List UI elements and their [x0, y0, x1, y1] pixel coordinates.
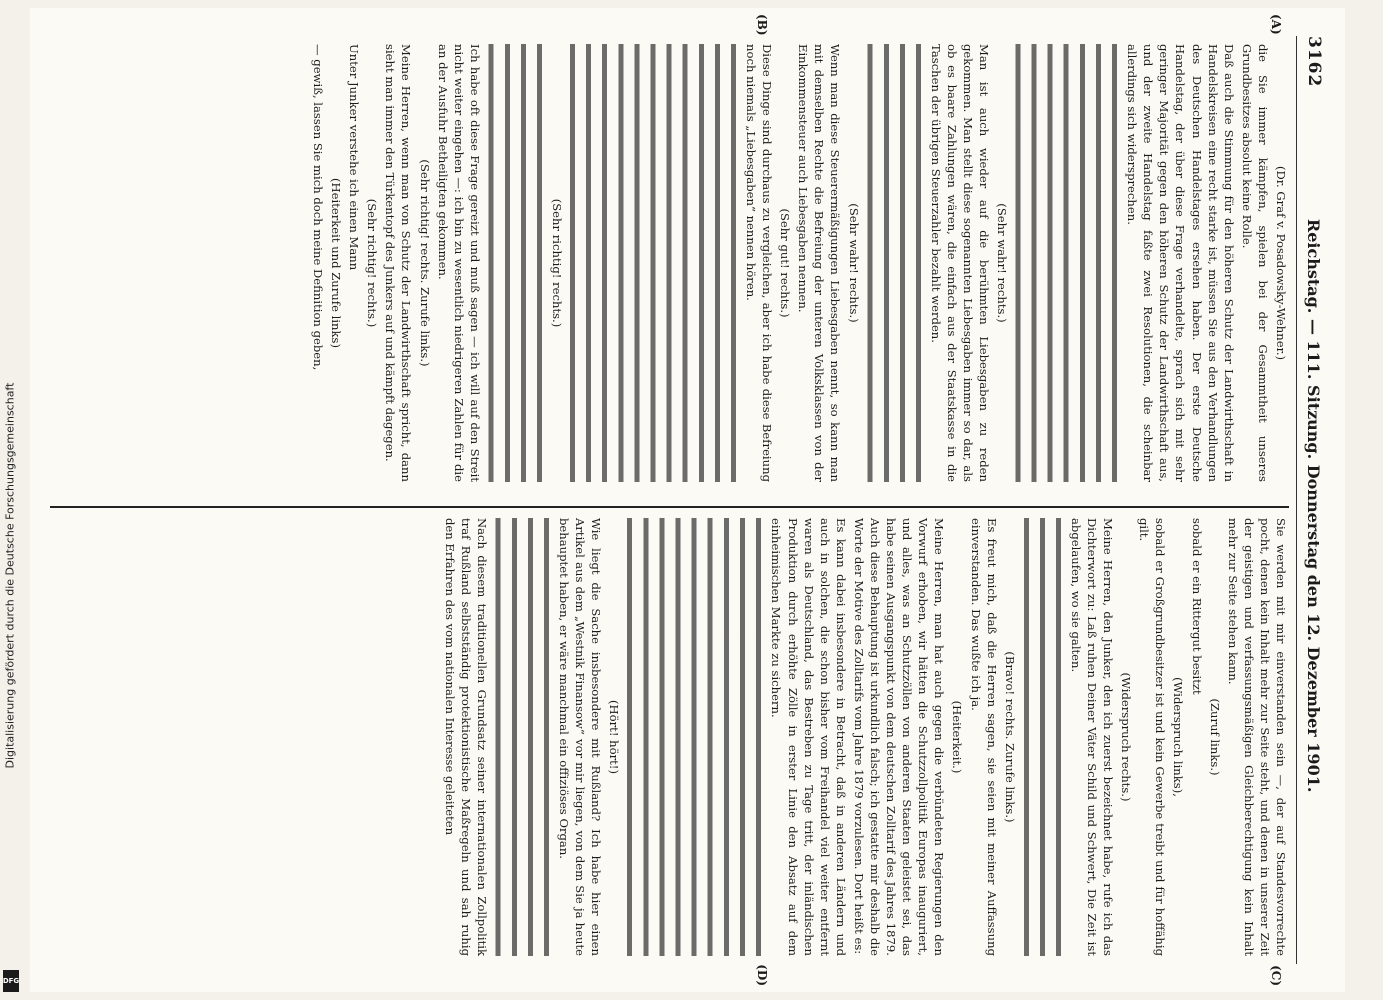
right-paragraph: Nach diesem traditionellen Grundsatz seiner internationalen Zollpolitik traf Rußland selbstständig protektionistische Maßregeln und sah ruhig den Erfahren des vom nationalen Interesse geleiteten [442, 518, 489, 956]
left-paragraph: die Sie immer kämpfen, spielen bei der Gesammtheit unseres Grundbesitzes absolut keine Rolle. [1239, 44, 1270, 482]
column-divider [50, 506, 1289, 508]
opening-speaker: (Dr. Graf v. Posadowsky-Wehner.) [1274, 165, 1288, 361]
margin-marker-c: (C) [1269, 965, 1283, 986]
scanned-page [30, 8, 1345, 992]
left-paragraph: Wenn man diese Steuerermäßigungen Liebesgaben nennt, so kann man mit demselben Rechte die Befreiung der unteren Volksklassen von der Einkommensteuer auch Liebesgaben nennen. [796, 44, 843, 482]
illegible-text-lines [565, 44, 741, 482]
interjection: (Sehr gut! rechts.) [778, 208, 793, 318]
interjection: (Sehr richtig! rechts.) [365, 198, 380, 328]
margin-marker-d: (D) [755, 964, 769, 986]
footer-credit: Digitalisierung gefördert durch die Deutsche Forschungsgemeinschaft [3, 382, 17, 769]
margin-marker-b: (B) [755, 14, 769, 36]
interjection: (Heiterkeit und Zurufe links) [329, 178, 344, 348]
right-paragraph: Meine Herren, man hat auch gegen die verbündeten Regierungen den Vorwurf erhoben, wir hätten die Schutzzollpolitik Europas inauguriert, und alles, was an Schutzzöllen von anderen Staaten geleistet sei, das habe seinen Ausgangspunkt von dem deutschen Zolltarif des Jahres 1879. Auch diese Behauptung ist urkundlich falsch; ich gestatte mir deshalb die Worte der Motive des Zolltarifs vom Jahre 1879 vorzulesen. Dort heißt es: [851, 518, 947, 956]
rotated-page-content [30, 8, 1345, 992]
right-paragraph: Sie werden mit mir einverstanden sein —, der auf Standesvorrechte pocht, denen kein Inhalt mehr zur Seite steht, und denen in unserer Zeit der geistigen und verfassungsmäßigen Gleichberechtigung kein Inhalt mehr zur Seite stehen kann. [1225, 518, 1288, 956]
illegible-text-lines [1010, 44, 1122, 482]
interjection: (Sehr richtig! rechts. Zurufe links.) [417, 159, 432, 367]
right-paragraph: Wie liegt die Sache insbesondere mit Rußland? Ich habe hier einen Artikel aus dem „Westnik Finansow“ vor mir liegen, von dem Sie ja heute behauptet haben, er wäre manchmal ein offiziöses Organ. [557, 518, 604, 956]
left-paragraph: Unter Junker verstehe ich einen Mann [347, 44, 362, 271]
right-paragraph: sobald er Großgrundbesitzer ist und kein Gewerbe treibt und für hoffähig gilt. [1137, 518, 1168, 956]
left-paragraph: Daß auch die Stimmung für den höheren Schutz der Landwirthschaft in Handelskreisen eine recht starke ist, müssen Sie aus den Verhandlungen des Deutschen Handelstages ersehen haben. Der erste Deutsche Handelstag, der über diese Frage verhandelte, sprach sich mit sehr geringer Majorität gegen den höheren Schutz der Landwirthschaft aus, und der zweite Handelstag faßte zwei Resolutionen, die scheinbar allerdings sich widersprechen. [1125, 44, 1236, 482]
page-header [1296, 36, 1331, 964]
right-paragraph: Es kann dabei insbesondere in Betracht, daß in anderen Ländern und auch in solchen, die schon bisher vom Freihandel viel weiter entfernt waren als Deutschland, das Bestreben zu Tage tritt, der inländischen Produktion durch erhöhte Zölle in erster Linie den Absatz auf dem einheimischen Markte zu sichern. [769, 518, 848, 956]
left-column [50, 44, 1289, 482]
right-paragraph: sobald er ein Rittergut besitzt [1189, 518, 1204, 695]
left-paragraph: Man ist auch wieder auf die berühmten Liebesgaben zu reden gekommen. Man stellt diese sogenannten Liebesgaben immer so dar, als ob es baare Zahlungen wären, die einfach aus der Staatskasse in die Taschen der übrigen Steuerzahler bezahlt werden. [928, 44, 991, 482]
left-paragraph: Meine Herren, wenn man von Schutz der Landwirthschaft spricht, dann sieht man immer den Türkentopf des Junkers auf und kämpft dagegen. [383, 44, 414, 482]
page-number: 3162 [1304, 36, 1324, 88]
illegible-text-lines [483, 44, 547, 482]
right-column [50, 518, 1289, 956]
illegible-text-lines [1018, 518, 1066, 956]
interjection: (Widerspruch rechts.) [1119, 672, 1134, 802]
left-paragraph: — gewiß, lassen Sie mich doch meine Definition geben, [311, 44, 325, 371]
dfg-logo: DFG [3, 970, 19, 992]
right-paragraph: Es freut mich, daß die Herren sagen, sie seien mit meiner Auffassung einverstanden. Das wußte ich ja. [968, 518, 999, 956]
interjection: (Hört! hört!) [607, 700, 622, 774]
interjection: (Sehr wahr! rechts.) [995, 203, 1010, 323]
interjection: (Heiterkeit.) [950, 700, 965, 774]
interjection: (Sehr richtig! rechts.) [549, 198, 564, 328]
illegible-text-lines [490, 518, 554, 956]
two-column-body [50, 14, 1289, 986]
digitization-credit-strip [0, 0, 22, 1000]
illegible-text-lines [622, 518, 766, 956]
interjection: (Widerspruch links), [1171, 677, 1186, 797]
running-title: Reichstag. — 111. Sitzung. Donnerstag den 12. Dezember 1901. [1304, 218, 1324, 793]
right-paragraph: Meine Herren, den Junker, den ich zuerst bezeichnet habe, rufe ich das Dichterwort zu: Laß ruhen Deiner Väter Schild und Schwert, Die Zeit ist abgelaufen, wo sie galten. [1068, 518, 1116, 956]
interjection: (Bravo! rechts. Zurufe links.) [1002, 651, 1017, 823]
left-paragraph: Ich habe oft diese Frage gereizt und muß sagen — ich will auf den Streit nicht weiter eingehen —: ich bin zu wesentlich niedrigeren Zahlen für die an der Ausfuhr Betheiligten gekommen. [435, 44, 482, 482]
illegible-text-lines [862, 44, 926, 482]
interjection: (Sehr wahr! rechts.) [846, 203, 861, 323]
margin-marker-a: (A) [1269, 14, 1283, 35]
left-paragraph: Diese Dinge sind durchaus zu vergleichen, aber ich habe diese Befreiung noch niemals „Liebesgaben“ nennen hören. [744, 44, 775, 482]
interjection: (Zuruf links.) [1207, 698, 1222, 776]
